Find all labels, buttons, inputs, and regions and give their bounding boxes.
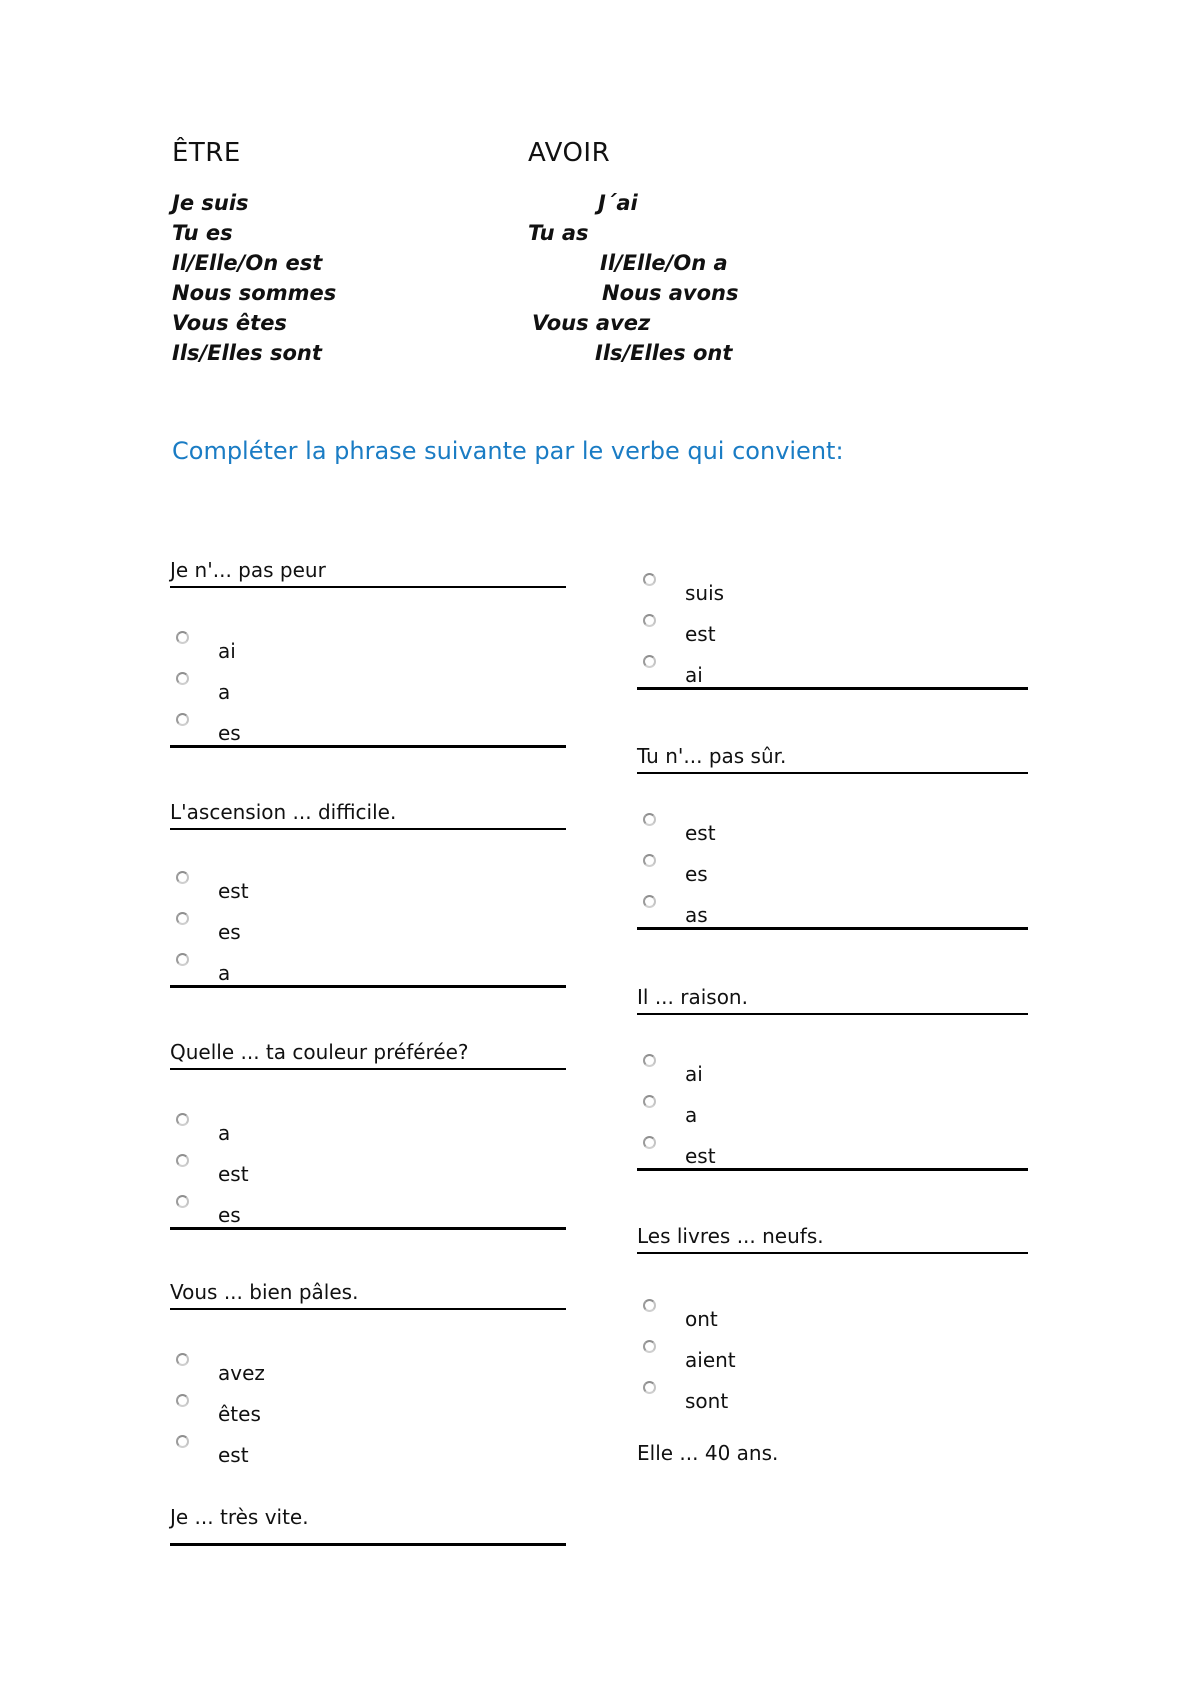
- option-label: est: [685, 622, 716, 646]
- radio-button-icon[interactable]: [643, 1381, 656, 1394]
- question-phrase: L'ascension ... difficile.: [170, 800, 566, 830]
- option-row: [170, 911, 566, 952]
- radio-button-icon[interactable]: [643, 1340, 656, 1353]
- quiz-left-column: [170, 0, 566, 1696]
- options-group: [637, 812, 1028, 930]
- option-label: as: [685, 903, 708, 927]
- radio-button-icon[interactable]: [176, 1394, 189, 1407]
- option-label: a: [685, 1103, 698, 1127]
- conjugation-form: Vous avez: [532, 311, 651, 335]
- option-label: est: [218, 879, 249, 903]
- option-label: es: [218, 1203, 241, 1227]
- radio-button-icon[interactable]: [643, 655, 656, 668]
- option-row: [637, 1053, 1028, 1094]
- conjugation-form: Nous sommes: [172, 281, 337, 305]
- radio-button-icon[interactable]: [176, 1154, 189, 1167]
- instruction-heading: Compléter la phrase suivante par le verbe qui convient:: [172, 437, 844, 465]
- question-phrase: Tu n'... pas sûr.: [637, 744, 1028, 774]
- question-phrase: Je n'... pas peur: [170, 558, 566, 588]
- option-label: est: [218, 1162, 249, 1186]
- radio-button-icon[interactable]: [176, 871, 189, 884]
- option-label: avez: [218, 1361, 265, 1385]
- conjugation-form: J´ai: [598, 191, 638, 215]
- option-label: a: [218, 961, 231, 985]
- option-row: [170, 952, 566, 985]
- options-group: [637, 1298, 1028, 1413]
- radio-button-icon[interactable]: [176, 672, 189, 685]
- option-label: ont: [685, 1307, 718, 1331]
- radio-button-icon[interactable]: [176, 912, 189, 925]
- conjugation-form: Vous êtes: [172, 311, 287, 335]
- option-row: [170, 1153, 566, 1194]
- radio-button-icon[interactable]: [176, 631, 189, 644]
- option-label: est: [218, 1443, 249, 1467]
- option-row: [637, 853, 1028, 894]
- option-row: [637, 1380, 1028, 1413]
- option-row: [637, 1298, 1028, 1339]
- option-label: ai: [685, 663, 703, 687]
- option-label: a: [218, 1121, 231, 1145]
- radio-button-icon[interactable]: [176, 1353, 189, 1366]
- radio-button-icon[interactable]: [643, 614, 656, 627]
- option-label: es: [218, 721, 241, 745]
- option-label: est: [685, 821, 716, 845]
- radio-button-icon[interactable]: [643, 1299, 656, 1312]
- option-row: [170, 630, 566, 671]
- option-row: [637, 654, 1028, 687]
- option-row: [170, 671, 566, 712]
- radio-button-icon[interactable]: [176, 713, 189, 726]
- option-row: [637, 1094, 1028, 1135]
- radio-button-icon[interactable]: [643, 1095, 656, 1108]
- radio-button-icon[interactable]: [643, 1054, 656, 1067]
- conjugation-form: Ils/Elles sont: [172, 341, 322, 365]
- quiz-right-column: [637, 0, 1028, 1696]
- conjugation-form: Je suis: [172, 191, 249, 215]
- options-group: [170, 630, 566, 748]
- radio-button-icon[interactable]: [643, 895, 656, 908]
- option-row: [170, 870, 566, 911]
- option-row: [170, 1393, 566, 1434]
- radio-button-icon[interactable]: [643, 1136, 656, 1149]
- question-phrase: Les livres ... neufs.: [637, 1224, 1028, 1254]
- conjugation-form: Ils/Elles ont: [595, 341, 733, 365]
- question-phrase: Il ... raison.: [637, 985, 1028, 1015]
- avoir-table-title: AVOIR: [528, 138, 611, 168]
- question-phrase: Quelle ... ta couleur préférée?: [170, 1040, 566, 1070]
- option-row: [637, 812, 1028, 853]
- option-row: [637, 572, 1028, 613]
- options-group: [637, 1053, 1028, 1171]
- conjugation-form: Tu es: [172, 221, 233, 245]
- option-label: êtes: [218, 1402, 261, 1426]
- option-row: [170, 1112, 566, 1153]
- radio-button-icon[interactable]: [643, 854, 656, 867]
- radio-button-icon[interactable]: [643, 573, 656, 586]
- conjugation-form: Tu as: [528, 221, 589, 245]
- radio-button-icon[interactable]: [643, 813, 656, 826]
- option-label: aient: [685, 1348, 736, 1372]
- option-row: [637, 1135, 1028, 1168]
- option-label: es: [685, 862, 708, 886]
- question-phrase: Elle ... 40 ans.: [637, 1441, 779, 1465]
- option-label: ai: [685, 1062, 703, 1086]
- option-label: es: [218, 920, 241, 944]
- option-label: ai: [218, 639, 236, 663]
- options-group: [170, 1112, 566, 1230]
- option-label: est: [685, 1144, 716, 1168]
- option-row: [170, 1352, 566, 1393]
- conjugation-form: Il/Elle/On est: [172, 251, 323, 275]
- question-phrase: Je ... très vite.: [170, 1505, 309, 1529]
- option-row: [170, 1194, 566, 1227]
- option-row: [170, 1434, 566, 1467]
- option-row: [637, 1339, 1028, 1380]
- option-label: suis: [685, 581, 725, 605]
- question-phrase: Vous ... bien pâles.: [170, 1280, 566, 1310]
- radio-button-icon[interactable]: [176, 1195, 189, 1208]
- options-group: [170, 1352, 566, 1467]
- options-group: [637, 572, 1028, 690]
- option-label: sont: [685, 1389, 729, 1413]
- option-label: a: [218, 680, 231, 704]
- etre-table-title: ÊTRE: [172, 138, 241, 168]
- radio-button-icon[interactable]: [176, 1435, 189, 1448]
- radio-button-icon[interactable]: [176, 1113, 189, 1126]
- conjugation-form: Nous avons: [602, 281, 739, 305]
- radio-button-icon[interactable]: [176, 953, 189, 966]
- option-row: [637, 613, 1028, 654]
- options-group: [170, 870, 566, 988]
- option-row: [637, 894, 1028, 927]
- option-row: [170, 712, 566, 745]
- answer-blank-line: [170, 1543, 566, 1546]
- conjugation-form: Il/Elle/On a: [600, 251, 728, 275]
